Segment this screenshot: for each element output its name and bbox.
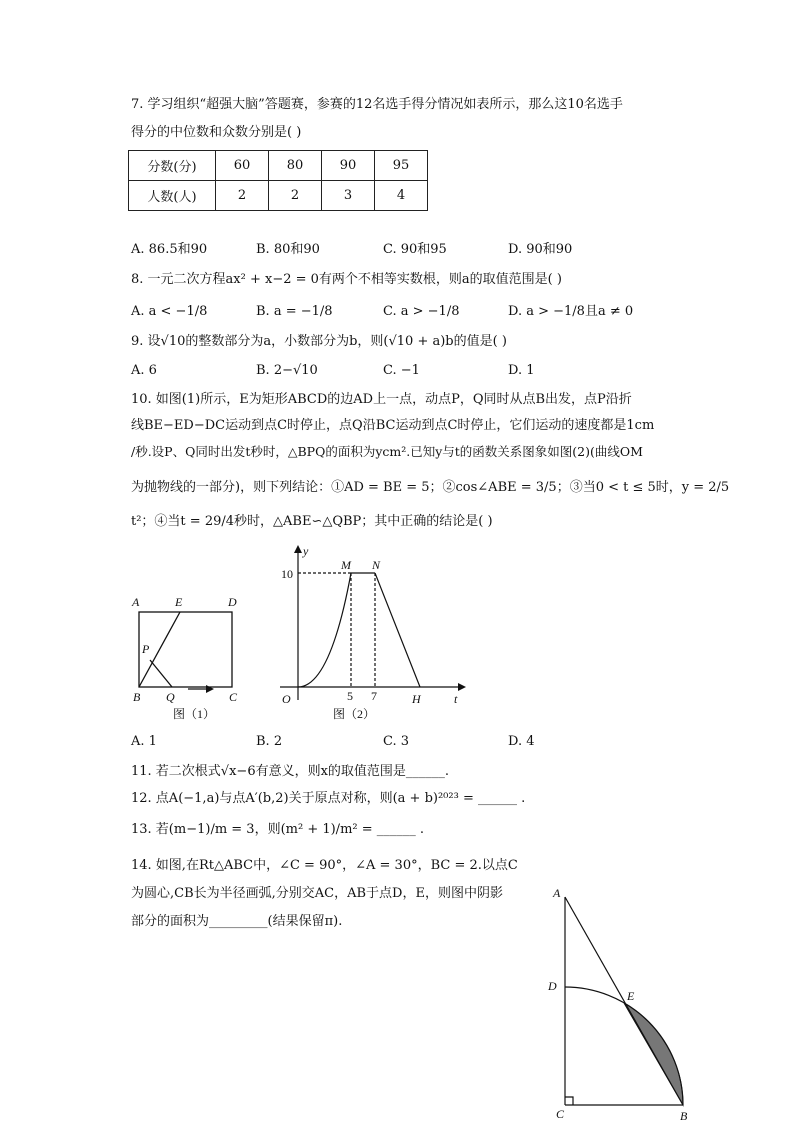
q7-option-b: B. 80和90	[256, 242, 320, 257]
fig2-xtick-5: 5	[347, 689, 353, 703]
q8-option-b: B. a = −1/8	[256, 304, 333, 319]
q8-option-c: C. a > −1/8	[383, 304, 460, 319]
table-cell: 90	[322, 151, 375, 181]
fig3-label-e: E	[627, 989, 635, 1003]
x-axis-arrow-icon	[458, 683, 466, 691]
table-cell: 2	[269, 181, 322, 211]
fig3-label-c: C	[556, 1107, 565, 1121]
q7-option-a: A. 86.5和90	[131, 242, 208, 257]
q8-option-a: A. a < −1/8	[131, 304, 208, 319]
fig1-label-p: P	[142, 642, 150, 656]
q7-option-c: C. 90和95	[383, 242, 447, 257]
q9-option-b: B. 2−√10	[256, 363, 318, 378]
fig2-caption: 图（2）	[333, 707, 376, 721]
q13-text: 13. 若(m−1)/m = 3，则(m² + 1)/m² = ______ .	[131, 822, 425, 837]
q8-text: 8. 一元二次方程ax² + x−2 = 0有两个不相等实数根，则a的取值范围是( )	[131, 272, 562, 287]
fig2-label-t: t	[454, 692, 458, 706]
fig1-caption: 图（1）	[173, 707, 216, 721]
fig2-label-h: H	[412, 692, 421, 706]
table-cell: 3	[322, 181, 375, 211]
q10-text-line5: t²；④当t = 29/4秒时，△ABE∽△QBP；其中正确的结论是( )	[131, 514, 493, 529]
q7-text-line1: 7. 学习组织“超强大脑”答题赛，参赛的12名选手得分情况如表所示，那么这10名选手	[131, 97, 623, 112]
q10-option-a: A. 1	[131, 734, 157, 749]
q10-text-line4: 为抛物线的一部分)，则下列结论：①AD = BE = 5；②cos∠ABE = 3/5；③当0 < t ≤ 5时，y = 2/5	[131, 480, 730, 495]
figure-2-graph	[280, 552, 460, 700]
q10-text-line2: 线BE−ED−DC运动到点C时停止，点Q沿BC运动到点C时停止，它们运动的速度都是1cm	[131, 418, 655, 433]
q10-text-line1: 10. 如图(1)所示，E为矩形ABCD的边AD上一点，动点P，Q同时从点B出发，点P沿折	[131, 392, 632, 407]
q10-option-c: C. 3	[383, 734, 410, 749]
table-cell: 95	[375, 151, 428, 181]
fig3-label-a: A	[553, 886, 561, 900]
fig1-label-a: A	[132, 595, 140, 609]
fig3-label-d: D	[548, 979, 557, 993]
fig2-xtick-7: 7	[371, 689, 377, 703]
fig1-label-e: E	[175, 595, 183, 609]
table-cell: 2	[216, 181, 269, 211]
q7-option-d: D. 90和90	[508, 242, 573, 257]
table-cell: 60	[216, 151, 269, 181]
fig1-label-c: C	[229, 690, 238, 704]
q14-text-line3: 部分的面积为_________(结果保留π).	[131, 914, 343, 929]
fig2-label-m: M	[341, 558, 351, 572]
q12-text: 12. 点A(−1,a)与点A′(b,2)关于原点对称，则(a + b)²⁰²³ = ______ .	[131, 791, 526, 806]
q14-text-line1: 14. 如图,在Rt△ABC中，∠C = 90°，∠A = 30°，BC = 2.以点C	[131, 858, 518, 873]
table-cell: 分数(分)	[129, 151, 216, 181]
q8-option-d: D. a > −1/8且a ≠ 0	[508, 304, 634, 319]
q7-text-line2: 得分的中位数和众数分别是( )	[131, 125, 302, 140]
table-cell: 4	[375, 181, 428, 211]
q11-text: 11. 若二次根式√x−6有意义，则x的取值范围是______.	[131, 764, 450, 779]
fig3-label-b: B	[680, 1109, 688, 1123]
q10-option-d: D. 4	[508, 734, 535, 749]
figure-3-triangle	[565, 897, 683, 1105]
table-cell: 80	[269, 151, 322, 181]
q10-text-line3: /秒.设P、Q同时出发t秒时，△BPQ的面积为ycm².已知y与t的函数关系图象如图(2)(曲线OM	[131, 444, 643, 459]
table-cell: 人数(人)	[129, 181, 216, 211]
q10-option-b: B. 2	[256, 734, 283, 749]
fig1-label-d: D	[228, 595, 237, 609]
fig2-label-o: O	[282, 692, 291, 706]
arrow-icon	[206, 685, 214, 693]
q9-option-a: A. 6	[131, 363, 157, 378]
fig1-label-b: B	[133, 690, 141, 704]
fig2-ytick-10: 10	[281, 567, 293, 581]
q9-option-d: D. 1	[508, 363, 535, 378]
y-axis-arrow-icon	[294, 545, 302, 553]
fig1-label-q: Q	[166, 690, 175, 704]
fig2-label-n: N	[372, 558, 381, 572]
q9-text: 9. 设√10的整数部分为a，小数部分为b，则(√10 + a)b的值是( )	[131, 334, 507, 349]
q9-option-c: C. −1	[383, 363, 420, 378]
figure-1-rectangle	[139, 612, 232, 689]
fig2-label-y: y	[303, 544, 309, 558]
q14-text-line2: 为圆心,CB长为半径画弧,分别交AC，AB于点D，E，则图中阴影	[131, 886, 503, 901]
